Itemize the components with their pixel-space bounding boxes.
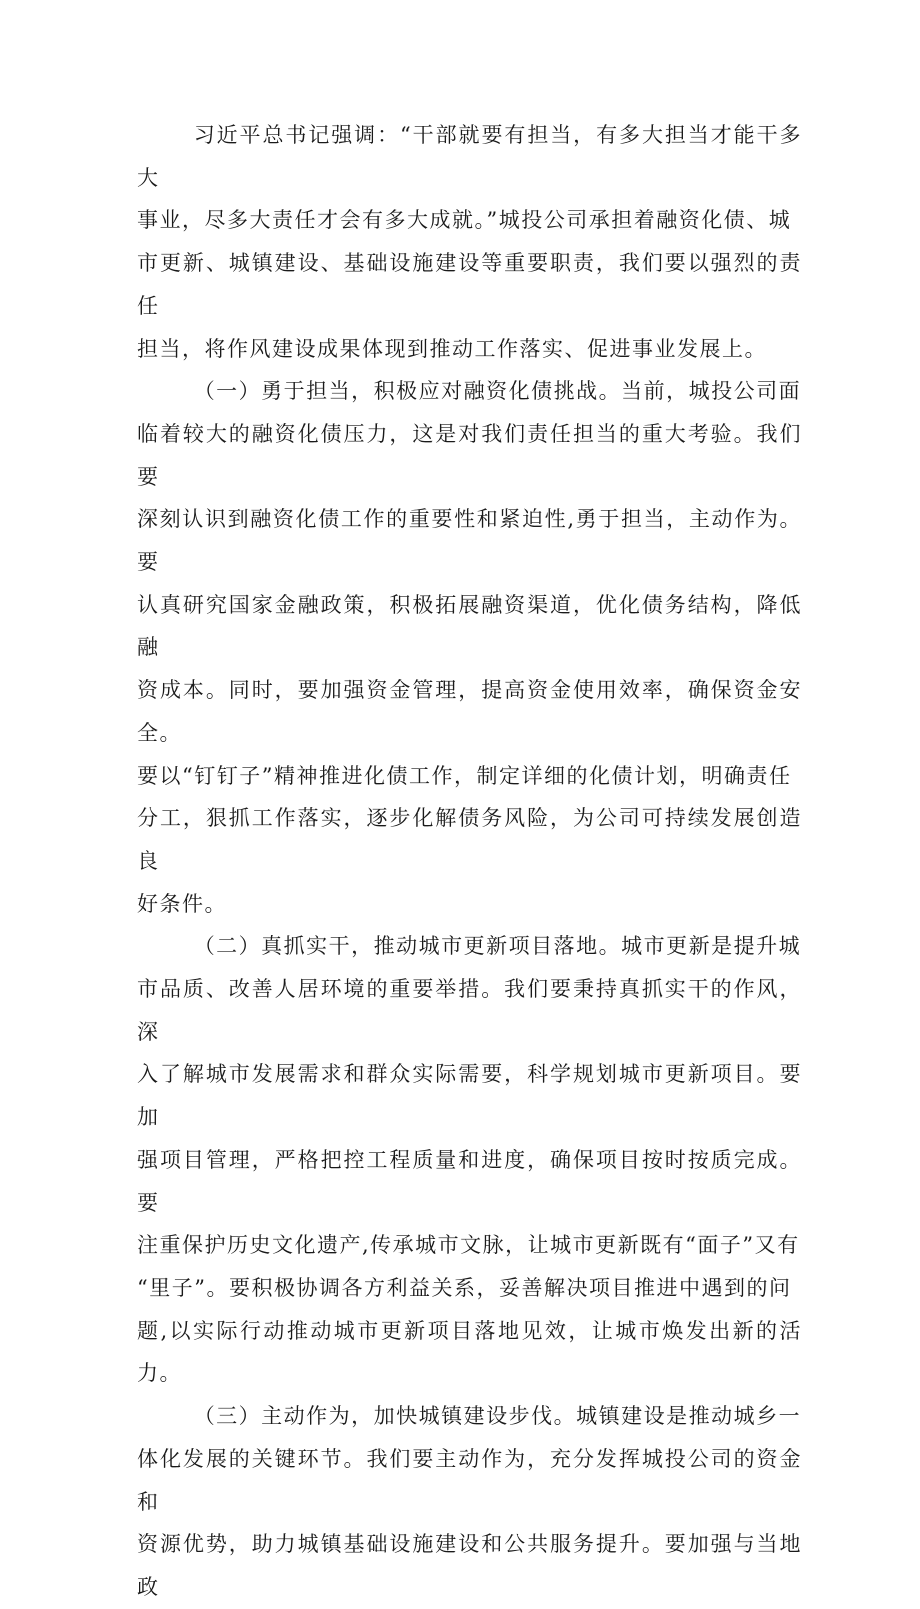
document-body <box>137 114 802 1609</box>
paragraph-section-2: （二）真抓实干，推动城市更新项目落地。城市更新是提升城 市品质、改善人居环境的重要举措。我们要秉持真抓实干的作风，深 入了解城市发展需求和群众实际需要，科学规划城市更新项目。要加 强项目管理，严格把控工程质量和进度，确保项目按时按质完成。要 注重保护历史文化遗产,传承城市文脉，让城市更新既有“面子”又有 “里子”。要积极协调各方利益关系，妥善解决项目推进中遇到的问 题,以实际行动推动城市更新项目落地见效，让城市焕发出新的活力。 <box>137 934 802 1386</box>
paragraph-section-1: （一）勇于担当，积极应对融资化债挑战。当前，城投公司面 临着较大的融资化债压力，这是对我们责任担当的重大考验。我们要 深刻认识到融资化债工作的重要性和紧迫性,勇于担当，主动作为。要 认真研究国家金融政策，积极拓展融资渠道，优化债务结构，降低融 资成本。同时，要加强资金管理，提高资金使用效率，确保资金安全。 要以“钉钉子”精神推进化债工作，制定详细的化债计划，明确责任 分工，狠抓工作落实，逐步化解债务风险，为公司可持续发展创造良 好条件。 <box>137 379 802 916</box>
paragraph-section-3: （三）主动作为，加快城镇建设步伐。城镇建设是推动城乡一 体化发展的关键环节。我们要主动作为，充分发挥城投公司的资金和 资源优势，助力城镇基础设施建设和公共服务提升。要加强与当地政 <box>137 1404 802 1599</box>
paragraph-intro: 习近平总书记强调：“干部就要有担当，有多大担当才能干多大 事业，尽多大责任才会有多大成就。”城投公司承担着融资化债、城 市更新、城镇建设、基础设施建设等重要职责，我们要以强烈的责任 担当，将作风建设成果体现到推动工作落实、促进事业发展上。 <box>137 123 802 361</box>
